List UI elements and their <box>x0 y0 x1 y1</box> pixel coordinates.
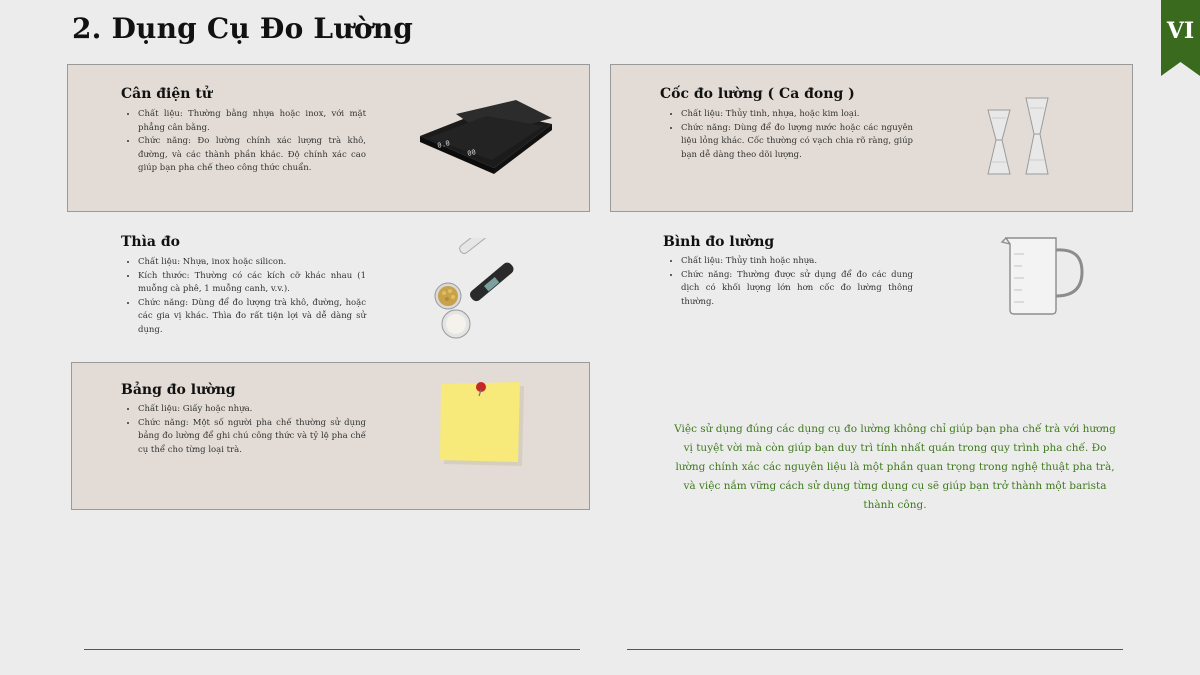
item-bullets <box>122 256 366 338</box>
measuring-spoon-image <box>428 238 528 342</box>
item-heading: Thìa đo <box>121 234 180 250</box>
bottom-divider-right <box>627 649 1123 650</box>
list-item: • Chức năng: Thường được sử dụng để đo các dung dịch có khối lượng lớn hơn cốc đo lường thông thường. <box>681 269 913 310</box>
section-badge: VI <box>1166 18 1195 44</box>
list-item: • Chất liệu: Thủy tinh hoặc nhựa. <box>681 255 913 269</box>
bottom-divider-left <box>84 649 580 650</box>
item-bullets <box>665 255 913 309</box>
item-bullets <box>122 108 366 176</box>
measuring-jigger-image <box>984 96 1066 178</box>
digital-scale-image <box>416 96 556 178</box>
item-heading: Cốc đo lường ( Ca đong ) <box>660 86 855 102</box>
list-item: • Chất liệu: Thường bằng nhựa hoặc inox, với mặt phẳng cân bằng. <box>138 108 366 135</box>
item-heading: Bình đo lường <box>663 234 775 250</box>
list-item: • Chức năng: Một số người pha chế thường sử dụng bảng đo lường để ghi chú công thức và tỷ lệ pha chế cụ thể cho từng loại trà. <box>138 417 366 458</box>
item-bullets <box>665 108 913 162</box>
list-item: • Chất liệu: Giấy hoặc nhựa. <box>138 403 366 417</box>
list-item: • Kích thước: Thường có các kích cỡ khác nhau (1 muỗng cà phê, 1 muỗng canh, v.v.). <box>138 270 366 297</box>
item-bullets <box>122 403 366 457</box>
list-item: • Chất liệu: Thủy tinh, nhựa, hoặc kim loại. <box>681 108 913 122</box>
item-heading: Bảng đo lường <box>121 382 236 398</box>
measuring-pitcher-image <box>1000 234 1086 318</box>
scale-display-timer: 00 <box>466 148 477 158</box>
page-title: 2. Dụng Cụ Đo Lường <box>72 12 414 45</box>
item-heading: Cân điện tử <box>121 86 212 102</box>
summary-text: Việc sử dụng đúng các dụng cụ đo lường không chỉ giúp bạn pha chế trà với hương vị tuyệt vời mà còn giúp bạn duy trì tính nhất quán trong quy trình pha chế. Đo lường chính xác các nguyên liệu là một phần quan trọng trong nghệ thuật pha trà, và việc nắm vững cách sử dụng từng dụng cụ sẽ giúp bạn trở thành một barista thành công. <box>674 423 1116 511</box>
list-item: • Chức năng: Dùng để đo lượng nước hoặc các nguyên liệu lỏng khác. Cốc thường có vạch chia rõ ràng, giúp bạn dễ dàng theo dõi lượng. <box>681 122 913 163</box>
list-item: • Chất liệu: Nhựa, inox hoặc silicon. <box>138 256 366 270</box>
list-item: • Chức năng: Đo lường chính xác lượng trà khô, đường, và các thành phần khác. Độ chính xác cao giúp bạn pha chế theo công thức chuẩn. <box>138 135 366 176</box>
list-item: • Chức năng: Dùng để đo lượng trà khô, đường, hoặc các gia vị khác. Thìa đo rất tiện lợi và dễ dàng sử dụng. <box>138 297 366 338</box>
sticky-note-image <box>436 378 528 470</box>
scale-display-weight: 0.0 <box>436 139 451 150</box>
